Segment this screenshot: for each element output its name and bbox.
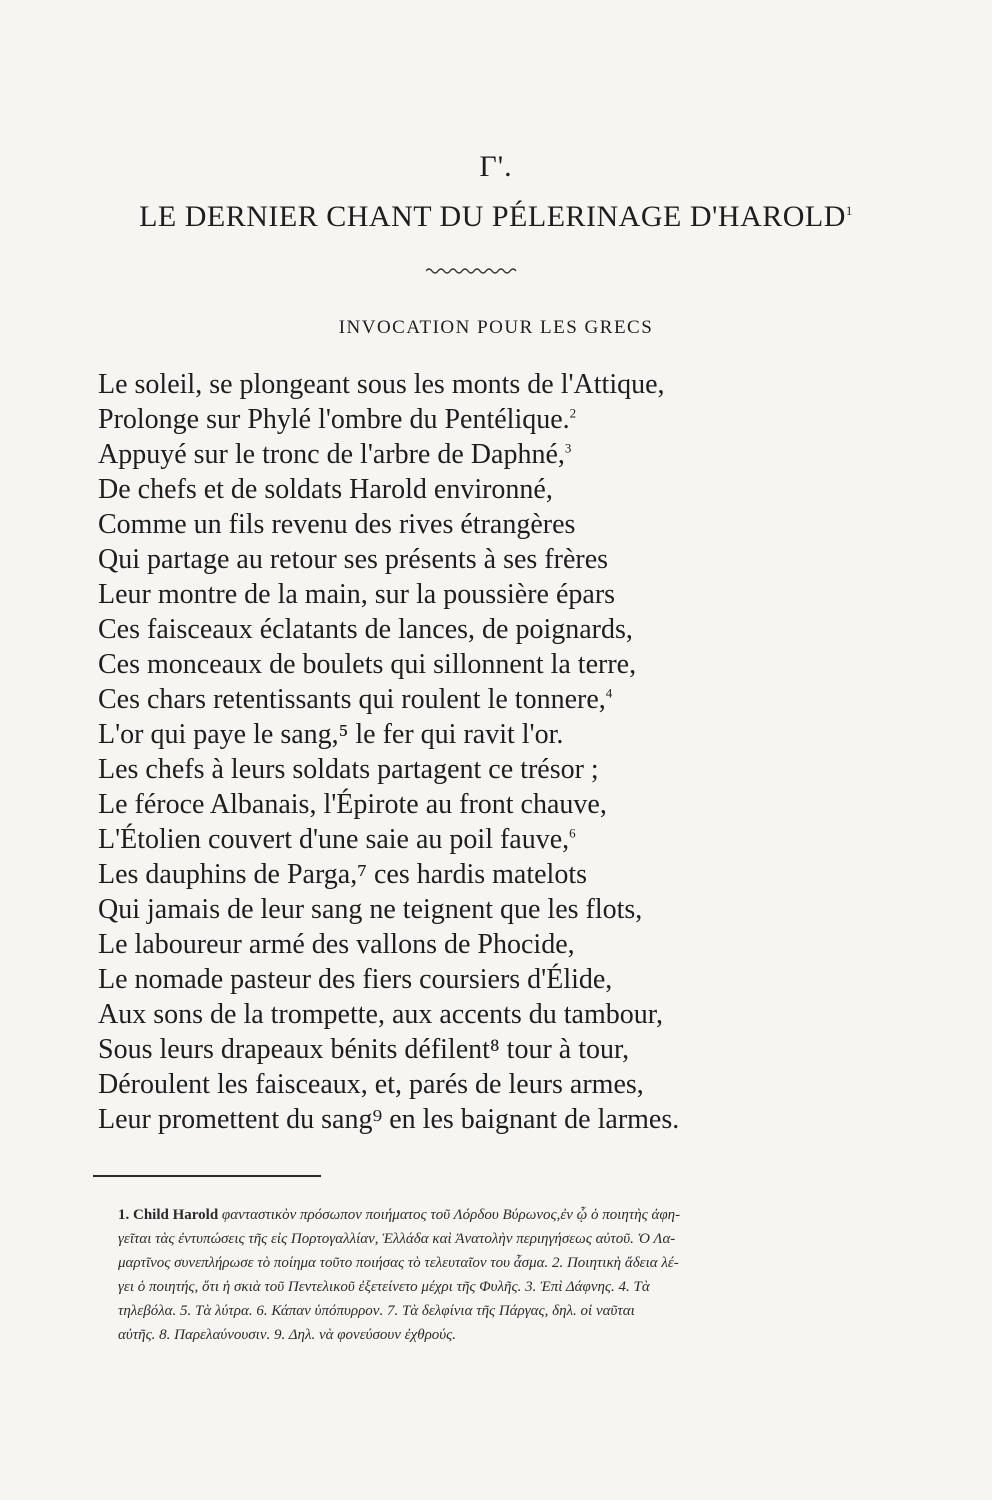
- verse-line: De chefs et de soldats Harold environné,: [98, 474, 553, 505]
- verse-line: Déroulent les faisceaux, et, parés de leurs armes,: [98, 1069, 644, 1100]
- footnote-line: γει ὁ ποιητής, ὅτι ἡ σκιὰ τοῦ Πεντελικοῦ ἐξετείνετο μέχρι τῆς Φυλῆς. 3. Ἐπὶ Δάφνης. 4. Τὰ: [118, 1279, 650, 1295]
- poem-verses: [98, 367, 798, 1137]
- verse-line: Le nomade pasteur des fiers coursiers d'Élide,: [98, 964, 613, 995]
- verse-line: Qui partage au retour ses présents à ses frères: [98, 544, 609, 575]
- verse-line: Leur montre de la main, sur la poussière épars: [98, 579, 616, 610]
- verse-line: Les chefs à leurs soldats partagent ce trésor ;: [98, 754, 599, 785]
- footnote-line: γεῖται τὰς ἐντυπώσεις τῆς εἰς Πορτογαλλίαν, Ἑλλάδα καὶ Ἀνατολὴν περιηγήσεως αὐτοῦ. Ὁ Λα-: [118, 1231, 676, 1247]
- verse-line: Le soleil, se plongeant sous les monts de l'Attique,: [98, 369, 665, 400]
- chapter-title-text: LE DERNIER CHANT DU PÉLERINAGE D'HAROLD: [139, 200, 846, 233]
- footnote-line: 1. Child Harold φανταστικὸν πρόσωπον ποιήματος τοῦ Λόρδου Βύρωνος,ἐν ᾧ ὁ ποιητὴς ἀφη-: [118, 1207, 681, 1223]
- footnotes: [118, 1203, 852, 1347]
- verse-line: Aux sons de la trompette, aux accents du tambour,: [98, 999, 663, 1030]
- verse-line: L'Étolien couvert d'une saie au poil fauve,$^6$: [98, 824, 576, 855]
- verse-line: L'or qui paye le sang,⁵ le fer qui ravit l'or.: [98, 719, 564, 750]
- footnote-line: αὐτῆς. 8. Παρελαύνουσιν. 9. Δηλ. νὰ φονεύσουν ἐχθρούς.: [118, 1327, 456, 1343]
- wavy-ornament-divider: [426, 266, 518, 276]
- section-number: Γ'.: [479, 150, 513, 183]
- verse-line: Ces faisceaux éclatants de lances, de poignards,: [98, 614, 633, 645]
- verse-line: Prolonge sur Phylé l'ombre du Pentélique.$^2$: [98, 404, 577, 435]
- footnote-lead: 1. Child Harold: [118, 1207, 219, 1223]
- verse-line: Ces chars retentissants qui roulent le tonnere,$^4$: [98, 684, 613, 715]
- footnote-separator: [93, 1175, 321, 1177]
- footnote-line: τηλεβόλα. 5. Τὰ λύτρα. 6. Κάπαν ὑπόπυρρον. 7. Τὰ δελφίνια τῆς Πάργας, δηλ. οἱ ναῦται: [118, 1303, 635, 1319]
- verse-line: Comme un fils revenu des rives étrangères: [98, 509, 576, 540]
- verse-line: Sous leurs drapeaux bénits défilent⁸ tour à tour,: [98, 1034, 630, 1065]
- footnote-line: μαρτῖνος συνεπλήρωσε τὸ ποίημα τοῦτο ποιήσας τὸ τελευταῖον του ἆσμα. 2. Ποιητικὴ ἄδεια λέ-: [118, 1255, 679, 1271]
- verse-line: Ces monceaux de boulets qui sillonnent la terre,: [98, 649, 637, 680]
- verse-line: Appuyé sur le tronc de l'arbre de Daphné,$^3$: [98, 439, 572, 470]
- verse-line: Leur promettent du sang⁹ en les baignant de larmes.: [98, 1104, 680, 1135]
- verse-line: Le laboureur armé des vallons de Phocide,: [98, 929, 575, 960]
- verse-line: Qui jamais de leur sang ne teignent que les flots,: [98, 894, 643, 925]
- chapter-title: [60, 200, 932, 234]
- verse-line: Les dauphins de Parga,⁷ ces hardis matelots: [98, 859, 588, 890]
- verse-line: Le féroce Albanais, l'Épirote au front chauve,: [98, 789, 607, 820]
- title-footnote-ref: 1: [845, 203, 853, 218]
- poem-subtitle: INVOCATION POUR LES GRECS: [338, 317, 654, 338]
